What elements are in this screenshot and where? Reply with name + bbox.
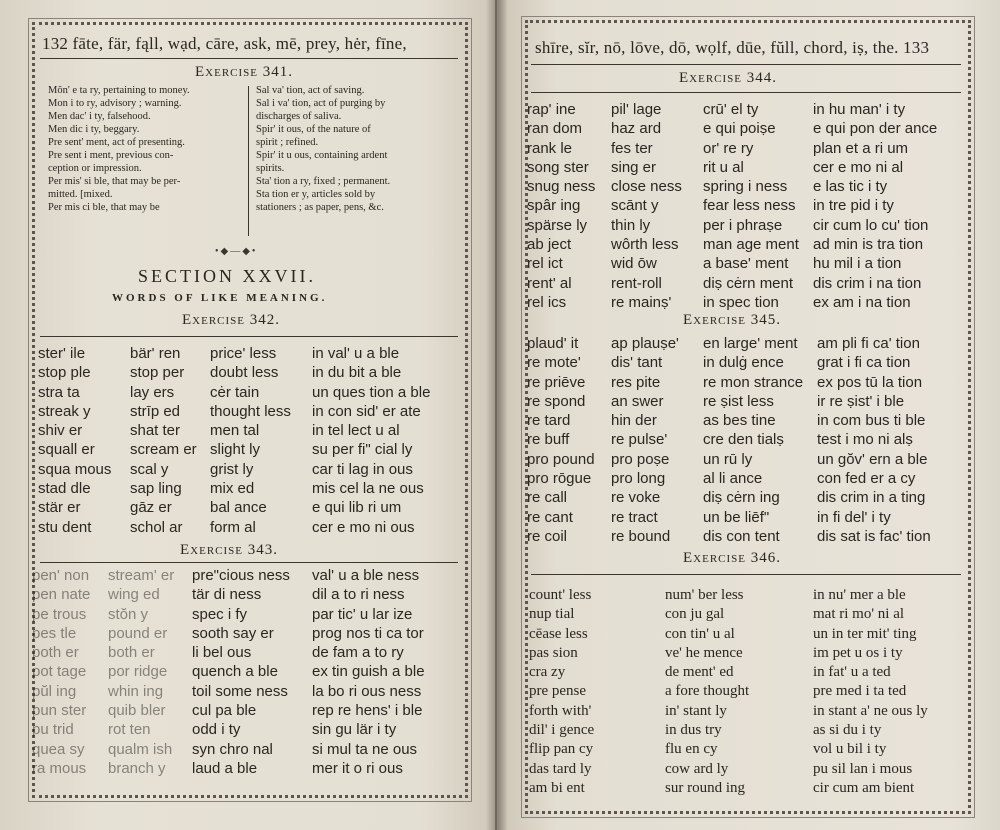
word-entry: rel ics (527, 293, 567, 311)
word-entry: stu dent (38, 518, 92, 536)
word-entry: pre"cious ness (192, 567, 290, 584)
exercise-343-column-4 (312, 566, 425, 778)
word-entry: scal y (130, 460, 169, 478)
word-entry: pŭl ing (32, 682, 77, 700)
word-entry: sin gu lär i ty (312, 721, 397, 739)
word-entry: crū' el ty (703, 101, 759, 118)
word-entry: ab ject (527, 236, 572, 254)
definition-line: Sta tion er y, articles sold by (256, 189, 376, 200)
word-entry: ir re ṣist' i ble (817, 392, 905, 410)
word-entry: stär er (38, 499, 81, 517)
word-entry: cir cum am bient (813, 779, 915, 796)
word-entry: plaud' it (527, 335, 579, 352)
word-entry: an swer (611, 392, 664, 410)
word-entry: in' stant ly (665, 702, 727, 719)
exercise-346-rule (531, 574, 961, 575)
word-entry: rent' al (527, 274, 572, 292)
word-entry: e qui poiṣe (703, 120, 776, 138)
definition-line: ception or impression. (48, 163, 142, 174)
word-entry: close ness (611, 178, 682, 196)
word-entry: am bi ent (529, 779, 585, 796)
exercise-346-column-3 (813, 586, 928, 798)
word-entry: pu sil lan i mous (813, 760, 913, 777)
word-entry: ra mous (32, 759, 87, 777)
word-entry: qualm ish (108, 740, 173, 758)
word-entry: cow ard ly (665, 760, 729, 777)
word-entry: spâr ing (527, 197, 581, 215)
definition-line: Spir' it u ous, containing ardent (256, 150, 388, 161)
word-entry: pro poṣe (611, 450, 670, 468)
exercise-344-title: Exercise 344. (679, 70, 777, 86)
definition-line: Per mis' si ble, that may be per- (48, 176, 181, 187)
exercise-342-column-2 (130, 344, 197, 537)
word-entry: pre pense (529, 683, 587, 700)
word-entry: al li ance (703, 470, 763, 488)
word-entry: si mul ta ne ous (312, 740, 418, 758)
word-entry: squa mous (38, 460, 112, 478)
word-entry: wing ed (108, 586, 160, 604)
left-running-head: 132 fāte, fär, fąll, wạd, cāre, ask, mē, prey, hėr, fīne, (42, 34, 407, 53)
exercise-341-right-definitions (256, 84, 390, 214)
section-rule (40, 336, 458, 337)
word-entry: in stant a' ne ous ly (813, 702, 928, 719)
word-entry: quench a ble (192, 663, 278, 681)
word-entry: cėr tain (210, 383, 260, 401)
definition-line: stationers ; as paper, pens, &c. (256, 202, 384, 213)
word-entry: sur round ing (665, 779, 745, 796)
word-entry: in val' u a ble (312, 345, 400, 362)
word-entry: re spond (527, 392, 586, 410)
word-entry: in spec tion (703, 293, 779, 311)
word-entry: as bes tine (703, 412, 776, 430)
word-entry: cer e mo ni al (813, 158, 904, 176)
definition-line: Men dac' i ty, falsehood. (48, 111, 151, 122)
word-entry: ad min is tra tion (813, 236, 924, 254)
word-entry: un rū ly (703, 450, 753, 468)
word-entry: form al (210, 518, 256, 536)
word-entry: pun ster (32, 702, 87, 720)
word-entry: das tard ly (529, 760, 592, 777)
word-entry: pot tage (32, 663, 87, 681)
word-entry: in fi del' i ty (817, 508, 891, 526)
right-running-head: shīre, sĭr, nō, lōve, dō, wọlf, dūe, fŭll, chord, iṣ, the. 133 (535, 38, 930, 57)
word-entry: spec i fy (192, 605, 248, 623)
word-entry: re tard (527, 412, 571, 430)
word-entry: stop ple (38, 364, 91, 382)
word-entry: pes tle (32, 624, 77, 642)
word-entry: scānt y (611, 197, 659, 215)
word-entry: odd i ty (192, 721, 241, 739)
exercise-343-rule (40, 562, 458, 563)
word-entry: pre med i ta ted (813, 683, 907, 700)
word-entry: im pet u os i ty (813, 644, 903, 661)
exercise-343-column-3 (192, 566, 290, 778)
definition-line: Pre sent' ment, act of presenting. (48, 137, 185, 148)
word-entry: men tal (210, 422, 260, 440)
word-entry: ex tin guish a ble (312, 663, 425, 681)
word-entry: un gŏv' ern a ble (817, 450, 928, 468)
word-entry: in com bus ti ble (817, 412, 926, 430)
word-entry: in hu man' i ty (813, 101, 906, 118)
word-entry: diṣ cėrn ing (703, 489, 780, 507)
word-entry: cul pa ble (192, 702, 257, 720)
word-entry: sap ling (130, 480, 182, 498)
word-entry: schol ar (130, 518, 183, 536)
word-entry: rep re hens' i ble (312, 702, 423, 720)
word-entry: in dulġ ence (703, 354, 784, 372)
exercise-342-column-3 (210, 344, 291, 537)
exercise-344-column-3 (703, 100, 799, 312)
word-entry: strīp ed (130, 402, 181, 420)
exercise-346-title: Exercise 346. (683, 550, 781, 566)
definition-line: spirits. (256, 163, 285, 174)
word-entry: in tel lect u al (312, 422, 400, 440)
word-entry: cre den tialṣ (703, 431, 784, 449)
word-entry: bal ance (210, 499, 267, 517)
exercise-343-title: Exercise 343. (180, 542, 278, 558)
definition-line: Sta' tion a ry, fixed ; permanent. (256, 176, 391, 187)
word-entry: slight ly (210, 441, 261, 459)
word-entry: snug ness (527, 178, 596, 196)
word-entry: por ridge (108, 663, 168, 681)
word-entry: grist ly (210, 460, 254, 478)
word-entry: scream er (130, 441, 197, 459)
definition-line: spirit ; refined. (256, 137, 319, 148)
word-entry: hu mil i a tion (813, 255, 902, 273)
word-entry: fear less ness (703, 197, 796, 215)
word-entry: quea sy (32, 740, 85, 758)
word-entry: ex am i na tion (813, 293, 911, 311)
head-rule (531, 64, 961, 65)
word-entry: branch y (108, 759, 166, 777)
word-entry: re pulse' (611, 431, 668, 449)
word-entry: man age ment (703, 236, 799, 254)
word-entry: in nu' mer a ble (813, 587, 906, 603)
word-entry: wid ōw (611, 255, 657, 273)
word-entry: in dus try (665, 722, 722, 739)
word-entry: pu trid (32, 721, 74, 739)
word-entry: test i mo ni alṣ (817, 431, 913, 449)
word-entry: stream' er (108, 567, 175, 584)
word-entry: dis crim i na tion (813, 274, 922, 292)
head-rule (40, 58, 458, 59)
word-entry: cra zy (529, 664, 566, 681)
word-entry: un in ter mit' ting (813, 625, 917, 642)
word-entry: in du bit a ble (312, 364, 402, 382)
word-entry: in con sid' er ate (312, 402, 421, 420)
definition-line: Mon i to ry, advisory ; warning. (48, 98, 182, 109)
word-entry: val' u a ble ness (312, 567, 420, 584)
word-entry: li bel ous (192, 644, 252, 662)
word-entry: tär di ness (192, 586, 262, 604)
word-entry: rent-roll (611, 274, 662, 292)
word-entry: song ster (527, 158, 589, 176)
word-entry: un ques tion a ble (312, 383, 431, 401)
word-entry: syn chro nal (192, 740, 273, 758)
exercise-342-column-4 (312, 344, 430, 537)
word-entry: per i phraṣe (703, 216, 783, 234)
word-entry: re buff (527, 431, 570, 449)
exercise-345-column-4 (817, 334, 931, 546)
exercise-345-column-3 (703, 334, 803, 546)
left-page (0, 0, 495, 830)
definition-line: Men dic i ty, beggary. (48, 124, 140, 135)
exercise-345-title: Exercise 345. (683, 312, 781, 328)
word-entry: pen nate (32, 586, 91, 604)
exercise-344-column-2 (611, 100, 682, 312)
word-entry: flu en cy (665, 741, 718, 758)
word-entry: ex pos tū la tion (817, 373, 923, 391)
word-entry: hin der (611, 412, 657, 430)
word-entry: nup tial (529, 606, 575, 623)
word-entry: re cant (527, 508, 573, 526)
word-entry: bär' ren (130, 345, 181, 362)
exercise-343-column-2 (108, 566, 174, 778)
word-entry: thought less (210, 402, 291, 420)
section-subtitle: WORDS OF LIKE MEANING. (112, 292, 328, 304)
word-entry: dis crim in a ting (817, 489, 926, 507)
word-entry: pas sion (529, 644, 578, 661)
word-entry: mix ed (210, 480, 255, 498)
word-entry: un be liēf" (703, 508, 770, 526)
word-entry: spärse ly (527, 216, 588, 234)
word-entry: plan et a ri um (813, 139, 909, 157)
exercise-341-left-definitions (48, 84, 190, 214)
definition-line: Per mis ci ble, that may be (48, 202, 160, 213)
word-entry: wôrth less (611, 236, 679, 254)
definition-line: Spir' it ous, of the nature of (256, 124, 371, 135)
word-entry: re tract (611, 508, 658, 526)
ornament-divider: •◆—◆• (215, 246, 258, 257)
word-entry: ran dom (527, 120, 583, 138)
word-entry: pro long (611, 470, 666, 488)
word-entry: laud a ble (192, 759, 258, 777)
word-entry: poth er (32, 644, 79, 662)
word-entry: doubt less (210, 364, 279, 382)
word-entry: stra ta (38, 383, 80, 401)
word-entry: fes ter (611, 139, 653, 157)
exercise-342-title: Exercise 342. (182, 312, 280, 328)
word-entry: re mon strance (703, 373, 804, 391)
word-entry: con fed er a cy (817, 470, 916, 488)
exercise-343-column-1 (32, 566, 90, 778)
word-entry: re ṣist less (703, 392, 774, 410)
word-entry: pen' non (32, 567, 90, 584)
word-entry: dis sat is fac' tion (817, 527, 931, 545)
word-entry: vol u bil i ty (813, 741, 887, 758)
word-entry: rank le (527, 139, 573, 157)
exercise-346-column-2 (665, 586, 749, 798)
word-entry: e qui pon der ance (813, 120, 938, 138)
word-entry: re bound (611, 527, 671, 545)
word-entry: shiv er (38, 422, 83, 440)
word-entry: rot ten (108, 721, 151, 739)
word-entry: pro pound (527, 450, 595, 468)
word-entry: flip pan cy (529, 741, 594, 758)
word-entry: whin ing (108, 682, 164, 700)
word-entry: pil' lage (611, 101, 662, 118)
word-entry: stop per (130, 364, 185, 382)
definition-line: mitted. [mixed. (48, 189, 113, 200)
word-entry: con tin' u al (665, 625, 735, 642)
word-entry: ap plauṣe' (611, 335, 679, 352)
word-entry: dil' i gence (529, 722, 595, 739)
word-entry: spring i ness (703, 178, 788, 196)
exercise-341-title: Exercise 341. (195, 64, 293, 80)
word-entry: stad dle (38, 480, 91, 498)
word-entry: de ment' ed (665, 664, 734, 681)
word-entry: am pli fi ca' tion (817, 335, 920, 352)
word-entry: res pite (611, 373, 661, 391)
word-entry: dis' tant (611, 354, 663, 372)
word-entry: de fam a to ry (312, 644, 404, 662)
word-entry: stŏn y (108, 605, 149, 623)
exercise-346-column-1 (529, 586, 594, 798)
word-entry: re call (527, 489, 568, 507)
word-entry: thin ly (611, 216, 651, 234)
definition-line: discharges of saliva. (256, 111, 342, 122)
exercise-344-column-4 (813, 100, 937, 312)
word-entry: cer e mo ni ous (312, 518, 415, 536)
word-entry: con ju gal (665, 606, 725, 623)
word-entry: en large' ment (703, 335, 798, 352)
word-entry: dil a to ri ness (312, 586, 405, 604)
word-entry: re mainṣ' (611, 293, 672, 311)
word-entry: count' less (529, 587, 592, 603)
word-entry: par tic' u lar ize (312, 605, 413, 623)
word-entry: re coil (527, 527, 568, 545)
book-gutter (486, 0, 508, 830)
word-entry: ve' he mence (665, 644, 743, 661)
definition-line: Sal i va' tion, act of purging by (256, 98, 386, 109)
word-entry: a fore thought (665, 683, 750, 700)
word-entry: rel ict (527, 255, 563, 273)
word-entry: squall er (38, 441, 95, 459)
word-entry: mat ri mo' ni al (813, 606, 905, 623)
word-entry: car ti lag in ous (312, 460, 413, 478)
definition-line: Pre sent i ment, previous con- (48, 150, 174, 161)
column-divider (248, 86, 249, 236)
word-entry: diṣ cėrn ment (703, 274, 794, 292)
definition-line: Sal va' tion, act of saving. (256, 85, 365, 96)
exercise-345-column-2 (611, 334, 679, 546)
word-entry: or' re ry (703, 139, 754, 157)
word-entry: pe trous (32, 605, 87, 623)
exercise-342-column-1 (38, 344, 111, 537)
word-entry: prog nos ti ca tor (312, 624, 424, 642)
word-entry: rit u al (703, 158, 744, 176)
word-entry: in fat' u a ted (813, 664, 891, 681)
word-entry: re priēve (527, 373, 586, 391)
word-entry: sooth say er (192, 624, 274, 642)
exercise-344-column-1 (527, 100, 595, 312)
word-entry: sing er (611, 158, 657, 176)
word-entry: toil some ness (192, 682, 288, 700)
word-entry: su per fi" cial ly (312, 441, 413, 459)
word-entry: cēase less (529, 625, 588, 642)
exercise-344-rule (531, 92, 961, 93)
exercise-345-column-1 (527, 334, 595, 546)
word-entry: num' ber less (665, 587, 744, 603)
word-entry: la bo ri ous ness (312, 682, 422, 700)
word-entry: streak y (38, 402, 91, 420)
section-title: SECTION XXVII. (138, 266, 316, 286)
word-entry: rap' ine (527, 101, 576, 118)
word-entry: pound er (108, 624, 168, 642)
right-page (497, 0, 1000, 830)
word-entry: re mote' (527, 354, 581, 372)
word-entry: e las tic i ty (813, 178, 888, 196)
word-entry: as si du i ty (813, 722, 882, 739)
word-entry: price' less (210, 345, 277, 362)
word-entry: lay ers (130, 383, 175, 401)
word-entry: forth with' (529, 702, 592, 719)
word-entry: gāz er (130, 499, 172, 517)
word-entry: mer it o ri ous (312, 759, 403, 777)
word-entry: both er (108, 644, 155, 662)
word-entry: shat ter (130, 422, 181, 440)
word-entry: dis con tent (703, 527, 780, 545)
word-entry: pro rōgue (527, 470, 592, 488)
word-entry: re voke (611, 489, 661, 507)
word-entry: haz ard (611, 120, 662, 138)
word-entry: quib bler (108, 702, 166, 720)
word-entry: e qui lib ri um (312, 499, 402, 517)
word-entry: mis cel la ne ous (312, 480, 424, 498)
word-entry: ster' ile (38, 345, 86, 362)
word-entry: grat i fi ca tion (817, 354, 911, 372)
word-entry: in tre pid i ty (813, 197, 894, 215)
definition-line: Mŏn' e ta ry, pertaining to money. (48, 85, 190, 96)
word-entry: cir cum lo cu' tion (813, 216, 929, 234)
word-entry: a base' ment (703, 255, 789, 273)
